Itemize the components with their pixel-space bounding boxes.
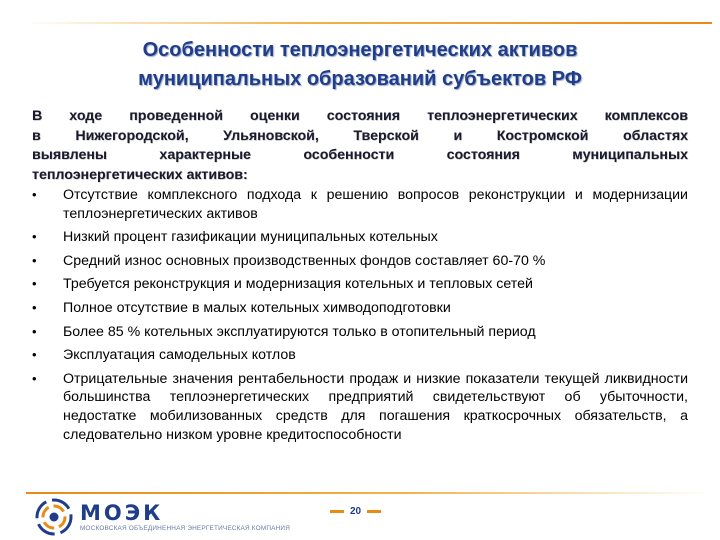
list-item-text: Эксплуатация самодельных котлов <box>63 347 296 364</box>
page-title <box>40 36 680 94</box>
bullet-icon: • <box>32 252 37 268</box>
page-number-block <box>330 506 381 517</box>
intro-paragraph <box>32 107 688 185</box>
title-line-2: муниципальных образований субъектов РФ <box>138 68 582 90</box>
logo-subtitle: МОСКОВСКАЯ ОБЪЕДИНЕННАЯ ЭНЕРГЕТИЧЕСКАЯ КОМПАНИЯ <box>80 524 291 532</box>
list-item-text: Отсутствие комплексного подхода к решению вопросов реконструкции и модернизации теплоэнергетических активов <box>63 187 688 222</box>
list-item <box>32 186 688 223</box>
list-item-text: Низкий процент газификации муниципальных котельных <box>63 229 438 246</box>
page-number: 20 <box>350 506 362 517</box>
list-item <box>32 252 688 271</box>
list-item-text: Средний износ основных производственных фондов составляет 60-70 % <box>63 252 546 269</box>
logo-name: МОЭК <box>80 500 164 525</box>
intro-line-3: выявлены характерные особенности состояния муниципальных <box>32 147 688 163</box>
list-item <box>32 370 688 444</box>
list-item <box>32 346 688 365</box>
intro-line-2: в Нижегородской, Ульяновской, Тверской и Костромской областях <box>32 127 688 144</box>
intro-line-1: В ходе проведенной оценки состояния теплоэнергетических комплексов <box>32 108 688 124</box>
list-item <box>32 299 688 318</box>
logo-emblem-icon <box>34 497 74 537</box>
list-item-text: Отрицательные значения рентабельности продаж и низкие показатели текущей ликвидности большинства теплоэнергетических предприятий свидетельствуют об убыточности, недостатке мобилизованных средств для погашения краткосрочных обязательств, а следовательно низком уровне кредитоспособности <box>63 370 688 443</box>
list-item-text: Требуется реконструкция и модернизация котельных и тепловых сетей <box>63 276 533 293</box>
intro-line-4: теплоэнергетических активов: <box>32 166 248 183</box>
bullet-icon: • <box>32 347 37 363</box>
bullet-icon: • <box>32 276 37 292</box>
bottom-divider <box>26 492 712 494</box>
title-line-1: Особенности теплоэнергетических активов <box>142 39 578 61</box>
list-item <box>32 275 688 294</box>
bullet-icon: • <box>32 229 37 245</box>
findings-list <box>32 186 688 444</box>
list-item <box>32 323 688 342</box>
list-item <box>32 228 688 247</box>
bullet-icon: • <box>32 299 37 315</box>
bullet-icon: • <box>32 323 37 339</box>
list-item-text: Полное отсутствие в малых котельных химводоподготовки <box>63 299 451 316</box>
page-accent-bar-left <box>330 510 344 513</box>
page-accent-bar-right <box>367 510 381 513</box>
list-item-text: Более 85 % котельных эксплуатируются только в отопительный период <box>63 323 536 340</box>
top-divider <box>26 22 712 24</box>
company-logo <box>34 497 290 537</box>
bullet-icon: • <box>32 370 37 386</box>
bullet-icon: • <box>32 187 37 202</box>
